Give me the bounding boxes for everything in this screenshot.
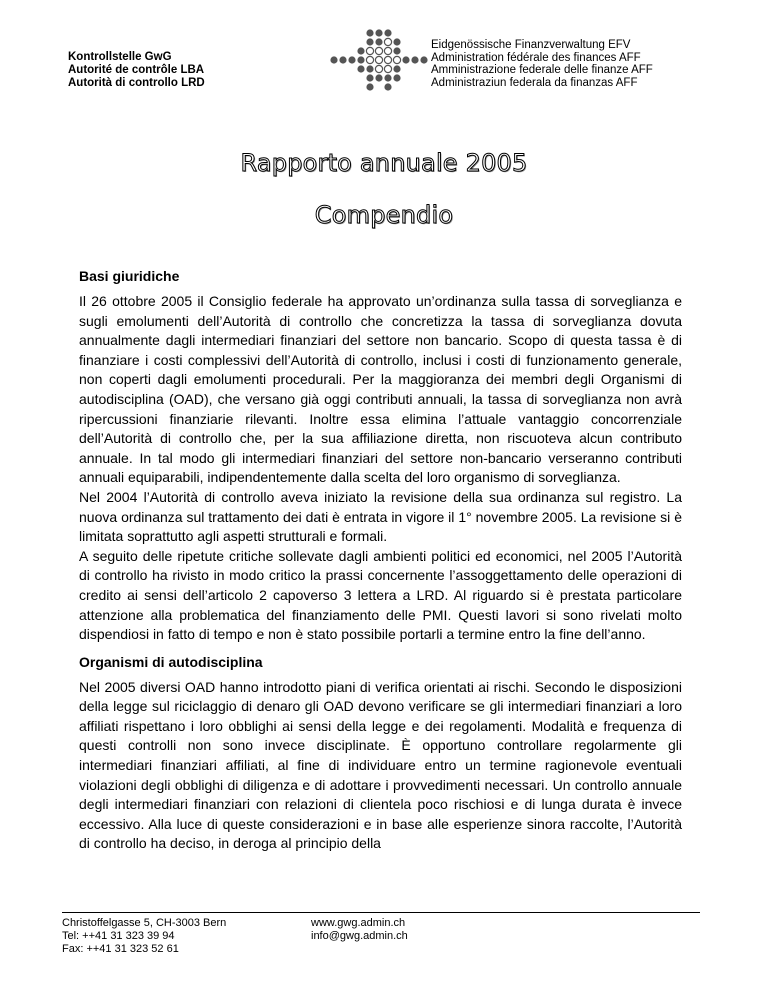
footer-contact-block — [311, 917, 408, 943]
footer-divider — [62, 912, 700, 913]
footer-tel: Tel: ++41 31 323 39 94 — [62, 930, 175, 942]
administration-name-rm: Administraziun federala da finanzas AFF — [431, 76, 638, 89]
footer-fax: Fax: ++41 31 323 52 61 — [62, 943, 179, 955]
document-title: Rapporto annuale 2005 — [240, 149, 528, 177]
document-subtitle: Compendio — [314, 201, 454, 229]
paragraph: Il 26 ottobre 2005 il Consiglio federale ha approvato un’ordinanza sulla tassa di sorveglianza e sugli emolumenti dell’Autorità di controllo che concretizza la tassa di sorveglianza dovuta annualmente dagli intermediari finanziari del settore non bancario. Scopo di questa tassa è di finanziare i costi complessivi dell’Autorità di controllo, inclusi i costi di funzionamento generale, non coperti dagli emolumenti procedurali. Per la maggioranza dei membri degli Organismi di autodisciplina (OAD), che versano già oggi contributi annuali, la tassa di sorveglianza non avrà ripercussioni finanziarie rilevanti. Inoltre essa elimina l’attuale vantaggio concorrenziale dell’Autorità di controllo che, per la sua affiliazione diretta, non riscuoteva alcun contributo annuale. In tal modo gli intermediari finanziari del settore non-bancario verseranno contributi annuali equiparabili, indipendentemente dalla scelta del loro organismo di sorveglianza. — [79, 293, 682, 486]
section-heading-basi-giuridiche: Basi giuridiche — [79, 268, 180, 284]
authority-name-it: Autorità di controllo LRD — [68, 77, 205, 89]
footer-address-block — [62, 917, 226, 956]
footer-website-link[interactable]: www.gwg.admin.ch — [311, 917, 406, 929]
administration-names — [431, 39, 653, 89]
authority-name-fr: Autorité de contrôle LBA — [68, 64, 205, 76]
section-heading-organismi: Organismi di autodisciplina — [79, 653, 263, 670]
authority-names — [68, 51, 205, 90]
administration-name-de: Eidgenössische Finanzverwaltung EFV — [431, 39, 631, 51]
document-body — [79, 267, 682, 854]
footer-email-link[interactable]: info@gwg.admin.ch — [311, 930, 408, 942]
administration-name-it: Amministrazione federale delle finanze AFF — [431, 64, 653, 76]
paragraph: Nel 2005 diversi OAD hanno introdotto piani di verifica orientati ai rischi. Secondo le disposizioni della legge sul riciclaggio di denaro gli OAD devono verificare se gli intermediari finanziari a loro affiliati rispettano i loro obblighi ai sensi della legge e dei regolamenti. Modalità e frequenza di questi controlli non sono invece disciplinate. È opportuno controllare regolarmente gli intermediari finanziari affiliati, al fine di individuare entro un termine ragionevole eventuali violazioni degli obblighi di diligenza e di adottare i provvedimenti necessari. Un controllo annuale degli intermediari finanziari con relazioni di clientela poco rischiosi e di lunga durata è invece eccessivo. Alla luce di queste considerazioni e in base alle esperienze sinora raccolte, l’Autorità di controllo ha deciso, in deroga al principio della — [79, 678, 682, 852]
administration-name-fr: Administration fédérale des finances AFF — [431, 51, 641, 64]
swiss-federal-dots-logo-icon — [329, 27, 429, 97]
footer-address: Christoffelgasse 5, CH-3003 Bern — [62, 917, 227, 929]
authority-name-de: Kontrollstelle GwG — [68, 51, 172, 63]
paragraph: Nel 2004 l’Autorità di controllo aveva iniziato la revisione della sua ordinanza sul registro. La nuova ordinanza sul trattamento dei dati è entrata in vigore il 1° novembre 2005. La revisione si è limitata soprattutto agli aspetti strutturali e formali. — [79, 488, 682, 545]
paragraph: A seguito delle ripetute critiche sollevate dagli ambienti politici ed economici, nel 2005 l’Autorità di controllo ha rivisto in modo critico la prassi concernente l’assoggettamento delle operazioni di credito ai sensi dell’articolo 2 capoverso 3 lettera a LRD. Al riguardo si è prestata particolare attenzione alla problematica del finanziamento delle PMI. Questi lavori si sono rivelati molto dispendiosi in fatto di tempo e non è stato possibile portarli a termine entro la fine dell’anno. — [79, 547, 682, 643]
